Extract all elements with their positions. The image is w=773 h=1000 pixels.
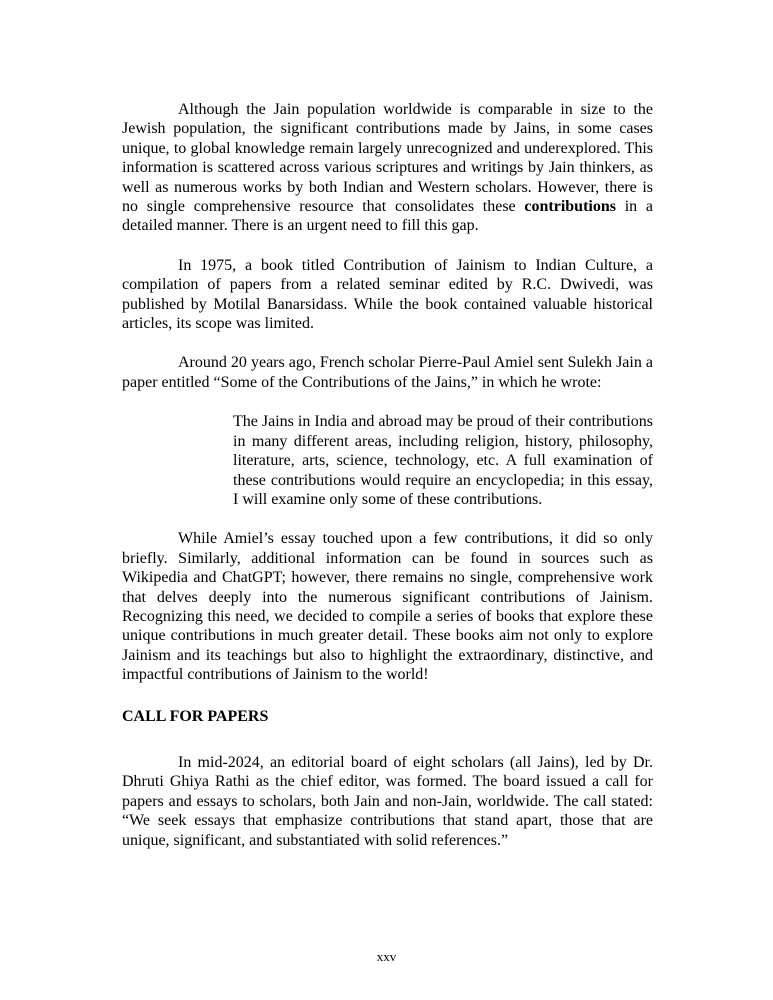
paragraph-amiel-essay: While Amiel’s essay touched upon a few contributions, it did so only briefly. Similarly, additional information can be found in sources such as Wikipedia and ChatGPT; however, there remains no single, comprehensive work that delves deeply into the numerous significant contributions of Jainism. Recognizing this need, we decided to compile a series of books that explore these unique contributions in much greater detail. These books aim not only to explore Jainism and its teachings but also to highlight the extraordinary, distinctive, and impactful contributions of Jainism to the world! [122,530,653,684]
paragraph-amiel-paper: Around 20 years ago, French scholar Pierre-Paul Amiel sent Sulekh Jain a paper entitled “Some of the Contributions of the Jains,” in which he wrote: [122,354,653,391]
section-heading-call-for-papers: CALL FOR PAPERS [122,707,269,725]
paragraph-1975-book: In 1975, a book titled Contribution of Jainism to Indian Culture, a compilation of papers from a related seminar edited by R.C. Dwivedi, was published by Motilal Banarsidass. While the book contained valuable historical articles, its scope was limited. [122,256,653,333]
page-number: xxv [376,949,397,964]
bold-emphasis-contributions: contributions [524,198,616,216]
block-quote: The Jains in India and abroad may be proud of their contributions in many different areas, including religion, history, philosophy, literature, arts, science, technology, etc. A full examination of these contributions would require an encyclopedia; in this essay, I will examine only some of these contributions. [233,413,653,508]
paragraph-jain-population [122,100,653,236]
paragraph-text-before-bold: Although the Jain population worldwide is comparable in size to the Jewish population, the significant contributions made by Jains, in some cases unique, to global knowledge remain largely unrecognized and underexplored. This information is scattered across various scriptures and writings by Jain thinkers, as well as numerous works by both Indian and Western scholars. However, there is no single comprehensive resource that consolidates these [122,101,653,216]
paragraph-editorial-board: In mid-2024, an editorial board of eight scholars (all Jains), led by Dr. Dhruti Ghiya Rathi as the chief editor, was formed. The board issued a call for papers and essays to scholars, both Jain and non-Jain, worldwide. The call stated: “We seek essays that emphasize contributions that stand apart, those that are unique, significant, and substantiated with solid references.” [122,753,653,849]
paragraph-text-after-bold: in a detailed manner. There is an urgent need to fill this gap. [122,198,654,235]
